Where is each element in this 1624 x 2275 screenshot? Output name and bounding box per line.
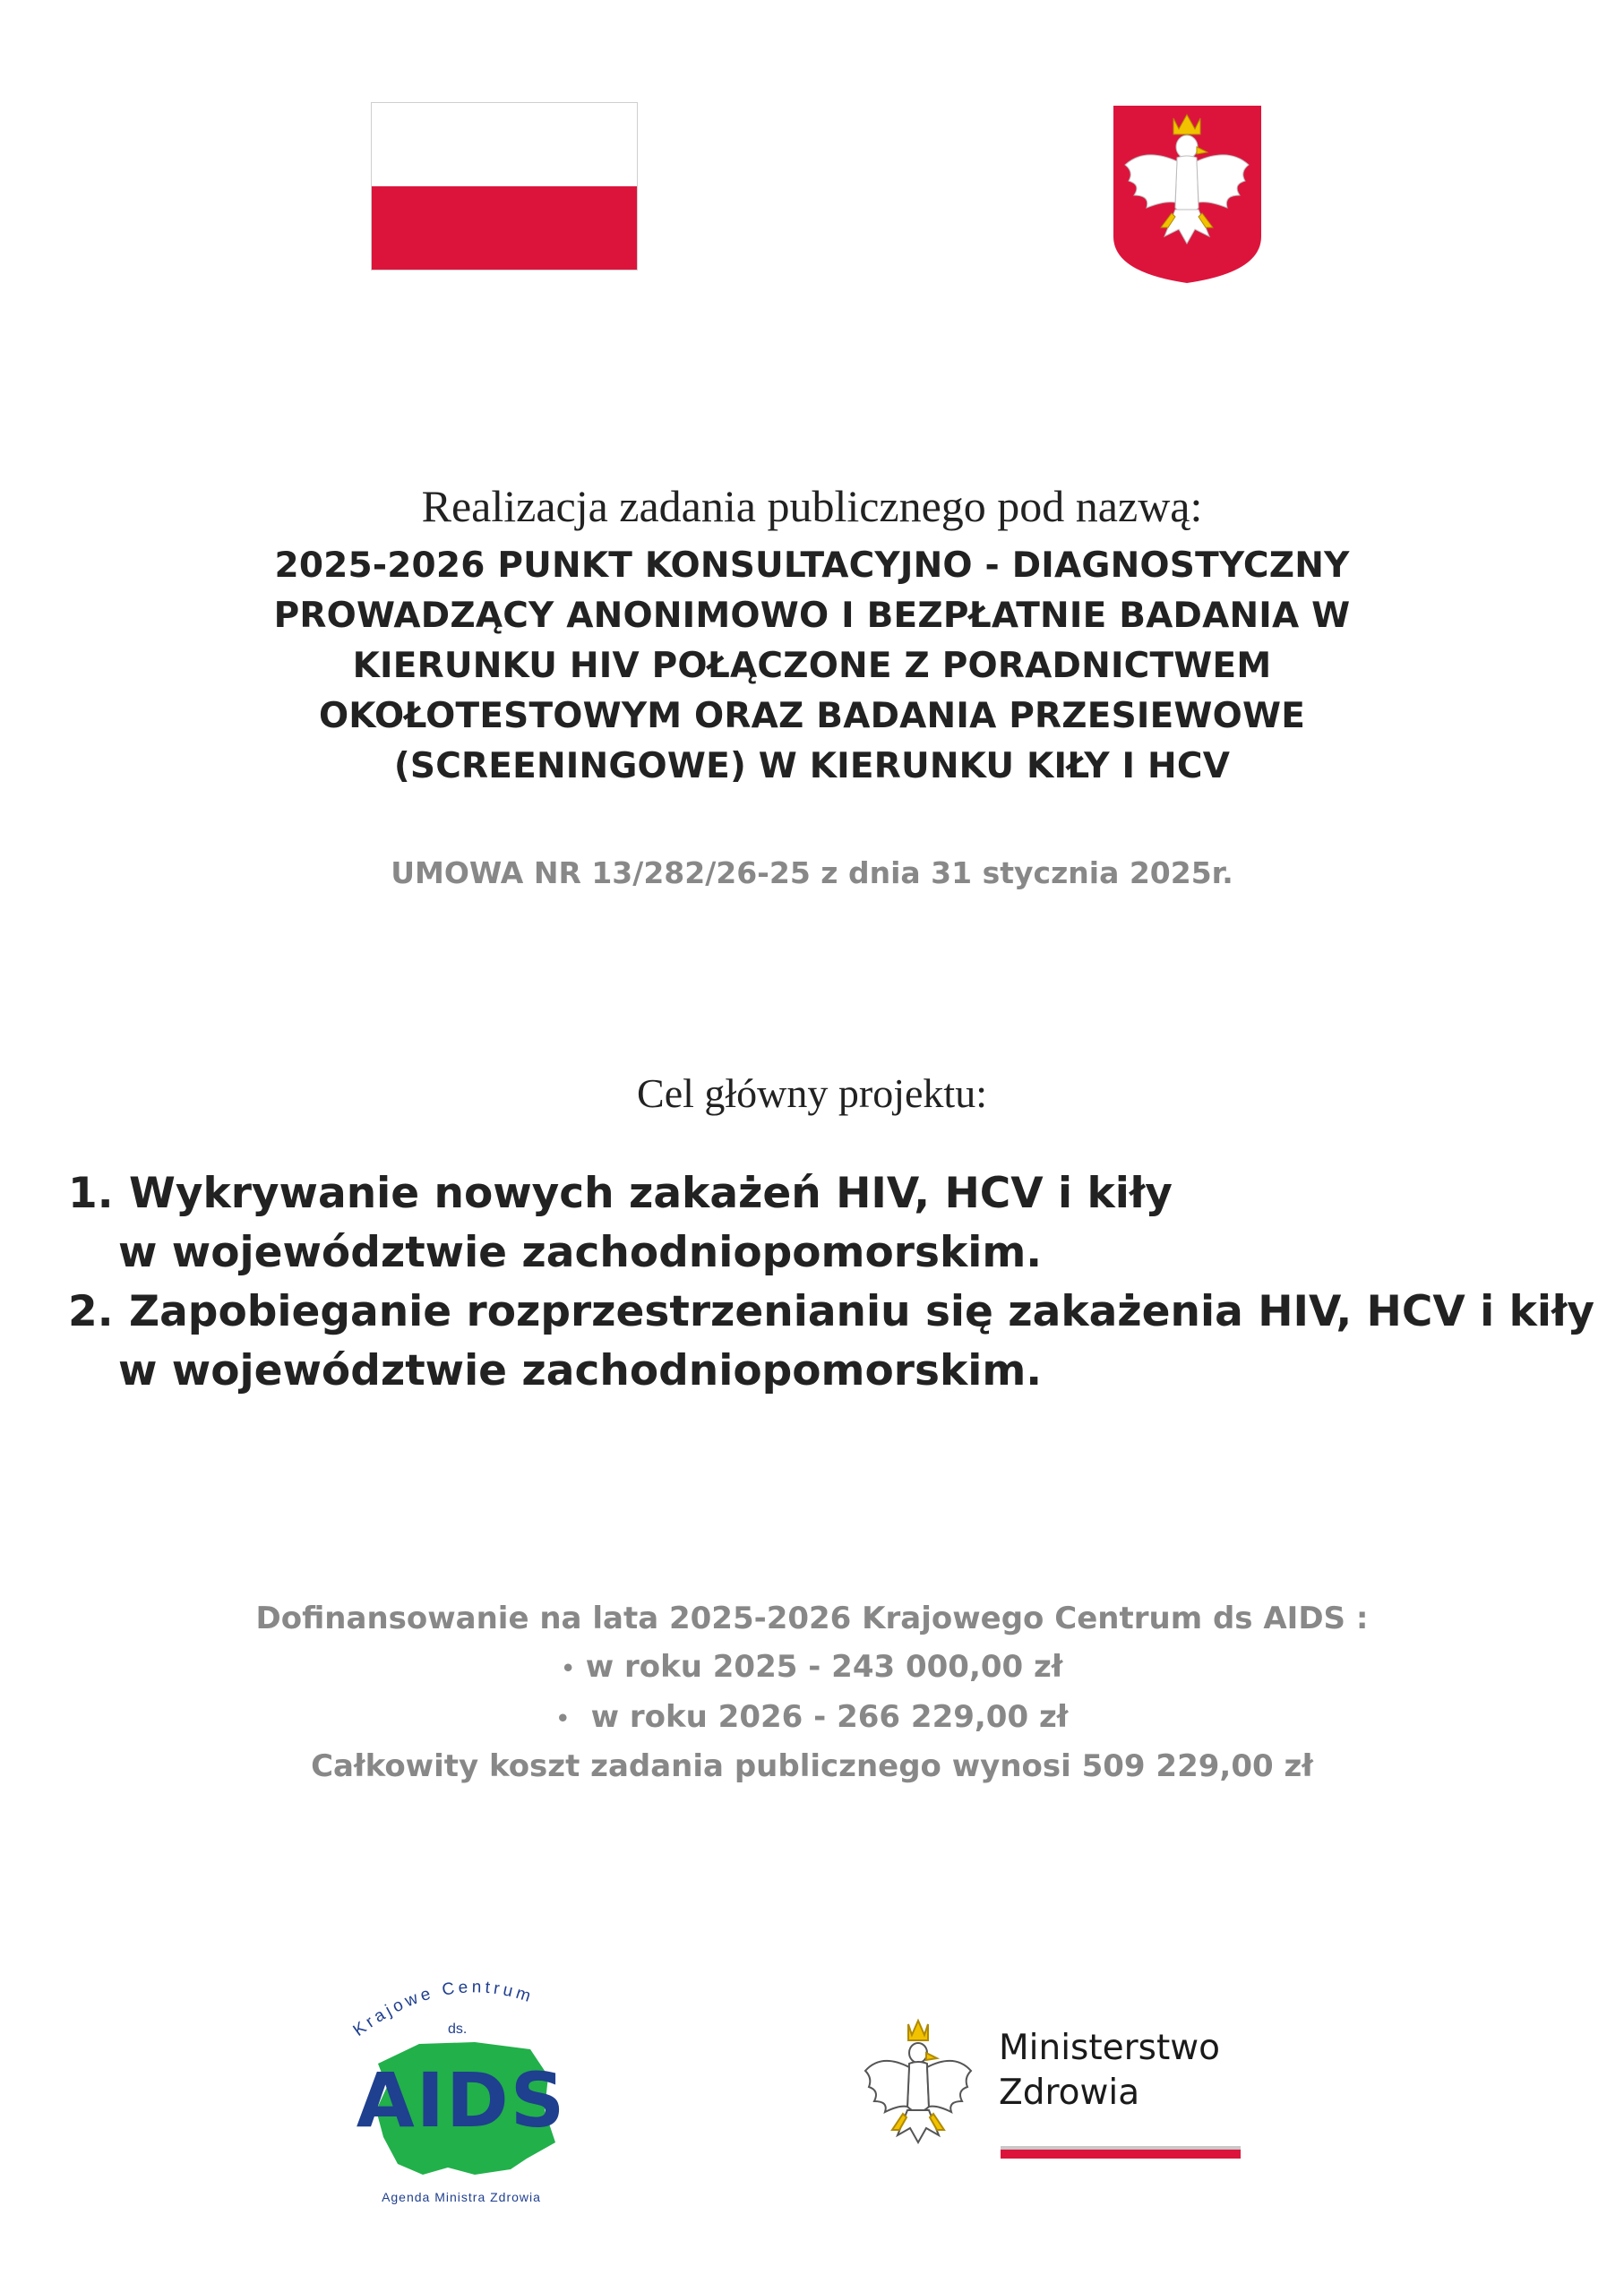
goal-text-continued: w województwie zachodniopomorskim. bbox=[118, 1228, 1043, 1277]
goal-text: Zapobieganie rozprzestrzenianiu się zakażenia HIV, HCV i kiły bbox=[129, 1287, 1595, 1336]
polish-eagle-emblem bbox=[1109, 102, 1266, 286]
intro-text: Realizacja zadania publicznego pod nazwą: bbox=[421, 481, 1203, 531]
funding-heading: Dofinansowanie na lata 2025-2026 Krajowego Centrum ds AIDS : bbox=[255, 1601, 1369, 1636]
polish-flag bbox=[371, 102, 638, 270]
funding-info bbox=[0, 1594, 1624, 1790]
krajowe-centrum-aids-logo bbox=[340, 1967, 582, 2209]
goals-list bbox=[68, 1164, 1609, 1401]
aids-logo-top-text: Krajowe Centrum bbox=[349, 1978, 537, 2040]
goal-heading: Cel główny projektu: bbox=[637, 1070, 987, 1116]
aids-logo-ds-text: ds. bbox=[448, 2022, 468, 2037]
ministry-line-2: Zdrowia bbox=[999, 2073, 1140, 2113]
goal-text-continued: w województwie zachodniopomorskim. bbox=[118, 1346, 1043, 1395]
goal-text: Wykrywanie nowych zakażeń HIV, HCV i kiły bbox=[129, 1169, 1173, 1218]
title-line: PROWADZĄCY ANONIMOWO I BEZPŁATNIE BADANIA W bbox=[273, 596, 1351, 636]
list-item bbox=[68, 1164, 1609, 1283]
title-line: OKOŁOTESTOWYM ORAZ BADANIA PRZESIEWOWE bbox=[318, 696, 1306, 736]
bullet-icon: • bbox=[555, 1705, 570, 1730]
goal-number: 1. bbox=[68, 1169, 114, 1218]
funding-item: • w roku 2026 - 266 229,00 zł bbox=[555, 1698, 1069, 1735]
funding-item: • w roku 2025 - 243 000,00 zł bbox=[561, 1649, 1063, 1685]
goal-number: 2. bbox=[68, 1287, 114, 1336]
title-line: KIERUNKU HIV POŁĄCZONE Z PORADNICTWEM bbox=[352, 646, 1272, 686]
title-line: 2025-2026 PUNKT KONSULTACYJNO - DIAGNOSTYCZNY bbox=[274, 545, 1350, 586]
funding-total: Całkowity koszt zadania publicznego wynosi 509 229,00 zł bbox=[311, 1748, 1313, 1784]
svg-text:Krajowe Centrum bbox=[350, 1978, 537, 2040]
aids-logo-main-text: AIDS bbox=[356, 2056, 567, 2144]
aids-logo-bottom-text: Agenda Ministra Zdrowia bbox=[382, 2190, 541, 2204]
contract-number: UMOWA NR 13/282/26-25 z dnia 31 stycznia 2025r. bbox=[391, 855, 1233, 890]
bullet-icon: • bbox=[561, 1655, 575, 1681]
title-line: (SCREENINGOWE) W KIERUNKU KIŁY I HCV bbox=[393, 746, 1231, 786]
ministry-line-1: Ministerstwo bbox=[999, 2028, 1221, 2068]
ministry-flag-bar bbox=[1001, 2146, 1241, 2159]
ministry-name bbox=[999, 2026, 1220, 2116]
task-title bbox=[0, 541, 1624, 792]
ministry-eagle-icon bbox=[860, 2017, 976, 2157]
list-item bbox=[68, 1283, 1609, 1401]
